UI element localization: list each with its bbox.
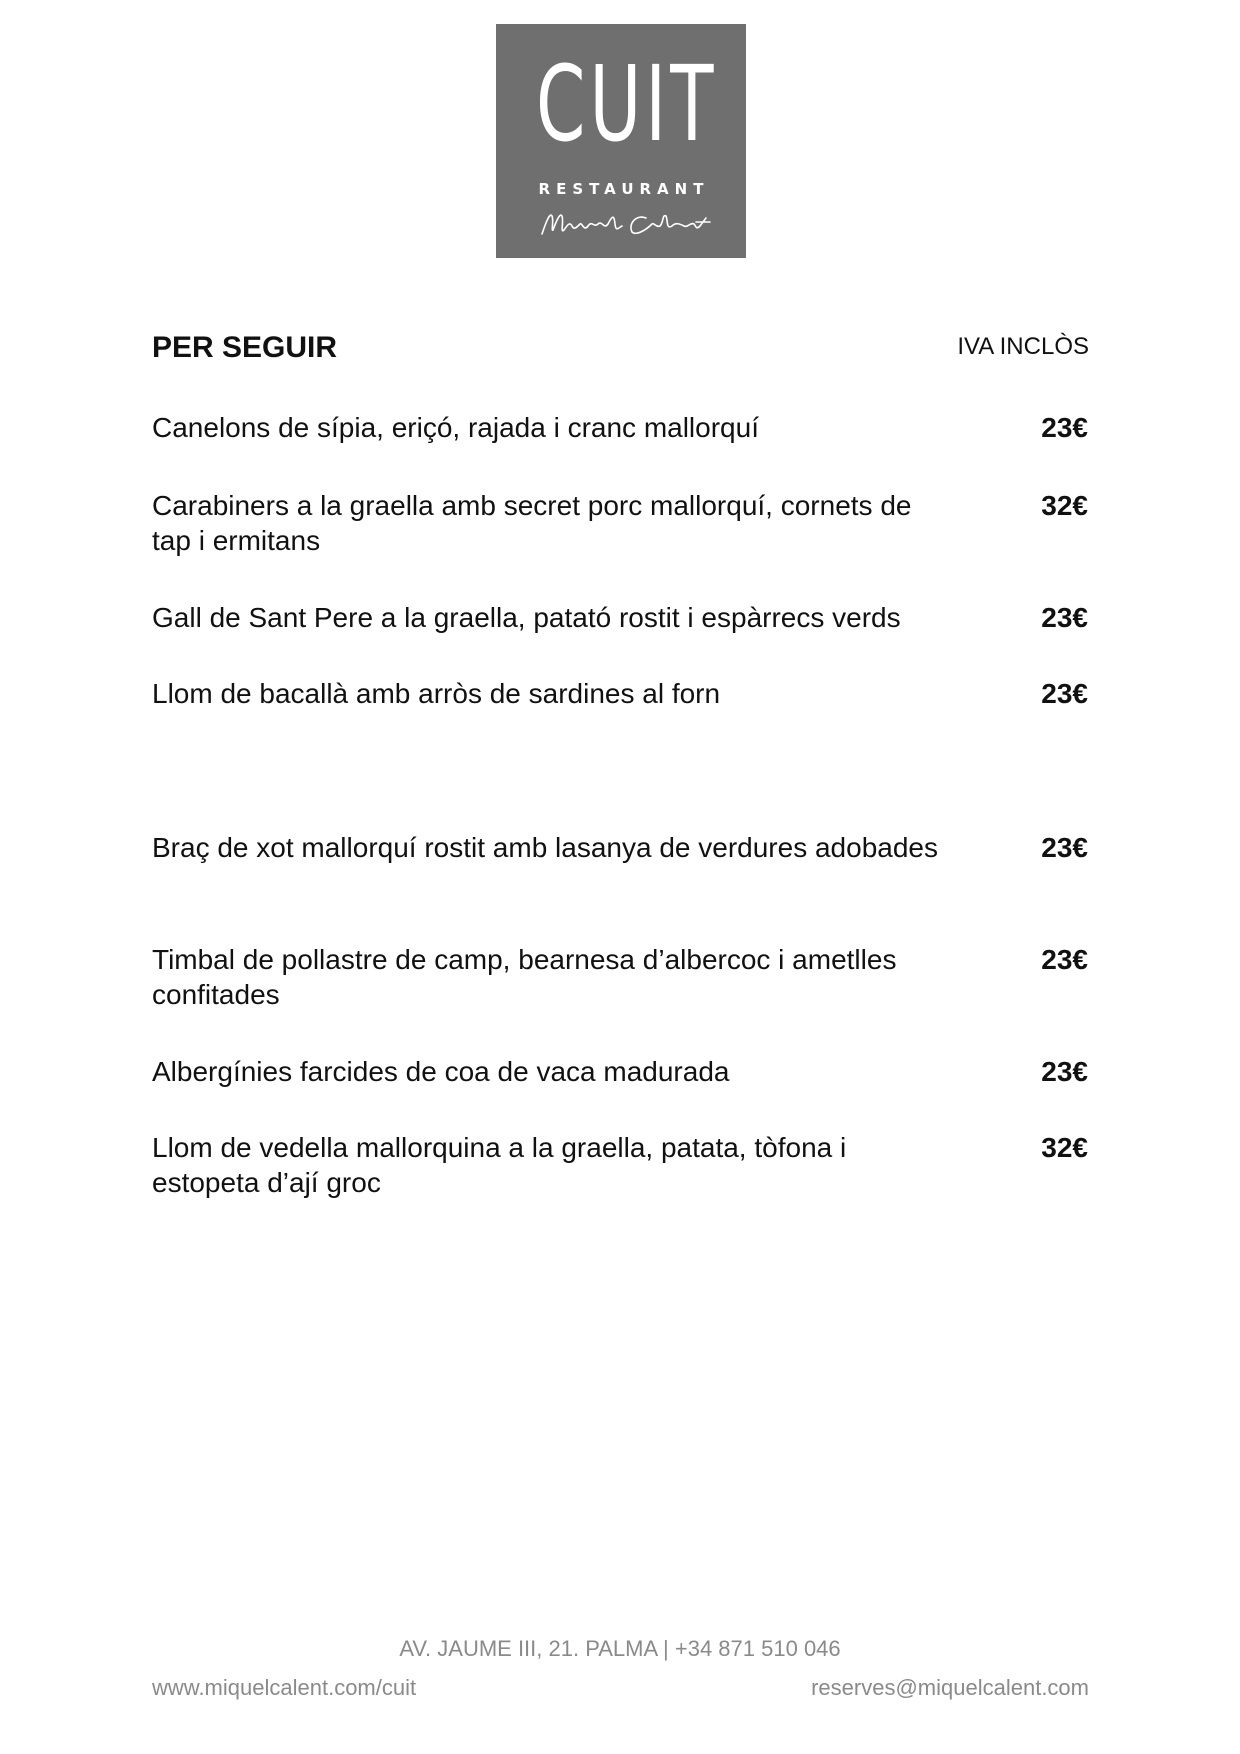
dish-price: 32€ [1041, 1132, 1088, 1163]
dish-name: Llom de vedella mallorquina a la graella, patata, tòfona i estopeta d’ají groc [152, 1132, 847, 1198]
menu-item [152, 488, 1088, 558]
dish-name: Canelons de sípia, eriçó, rajada i cranc mallorquí [152, 412, 759, 443]
dish-name: Llom de bacallà amb arròs de sardines al forn [152, 678, 721, 709]
dish-name: Albergínies farcides de coa de vaca madurada [152, 1056, 730, 1087]
dish-price: 23€ [1041, 1056, 1088, 1087]
menu-item [152, 600, 1088, 635]
signature-logo [496, 204, 746, 244]
tax-note: IVA INCLÒS [957, 333, 1089, 360]
dish-name: Braç de xot mallorquí rostit amb lasanya de verdures adobades [152, 832, 938, 863]
footer-email-link[interactable]: reserves@miquelcalent.com [811, 1675, 1089, 1700]
section-title: PER SEGUIR [152, 331, 338, 364]
dish-price: 23€ [1041, 412, 1088, 443]
footer-address: AV. JAUME III, 21. PALMA | +34 871 510 046 [399, 1636, 841, 1661]
dish-name: Timbal de pollastre de camp, bearnesa d’albercoc i ametlles confitades [152, 944, 897, 1010]
dish-name: Carabiners a la graella amb secret porc mallorquí, cornets de tap i ermitans [152, 490, 912, 556]
menu-item [152, 1130, 1088, 1200]
menu-item [152, 942, 1088, 1012]
logo-subtitle: RESTAURANT [538, 180, 710, 198]
footer-website-link[interactable]: www.miquelcalent.com/cuit [152, 1675, 417, 1700]
menu-item [152, 830, 1088, 865]
restaurant-logo [496, 24, 746, 258]
dish-price: 23€ [1041, 602, 1088, 633]
logo-name: CUIT [536, 43, 718, 165]
dish-price: 23€ [1041, 944, 1088, 975]
dish-price: 23€ [1041, 678, 1088, 709]
menu-item [152, 410, 1088, 445]
menu-item [152, 1054, 1088, 1089]
menu-item [152, 676, 1088, 711]
dish-price: 23€ [1041, 832, 1088, 863]
dish-price: 32€ [1041, 490, 1088, 521]
dish-name: Gall de Sant Pere a la graella, patató rostit i espàrrecs verds [152, 602, 901, 633]
